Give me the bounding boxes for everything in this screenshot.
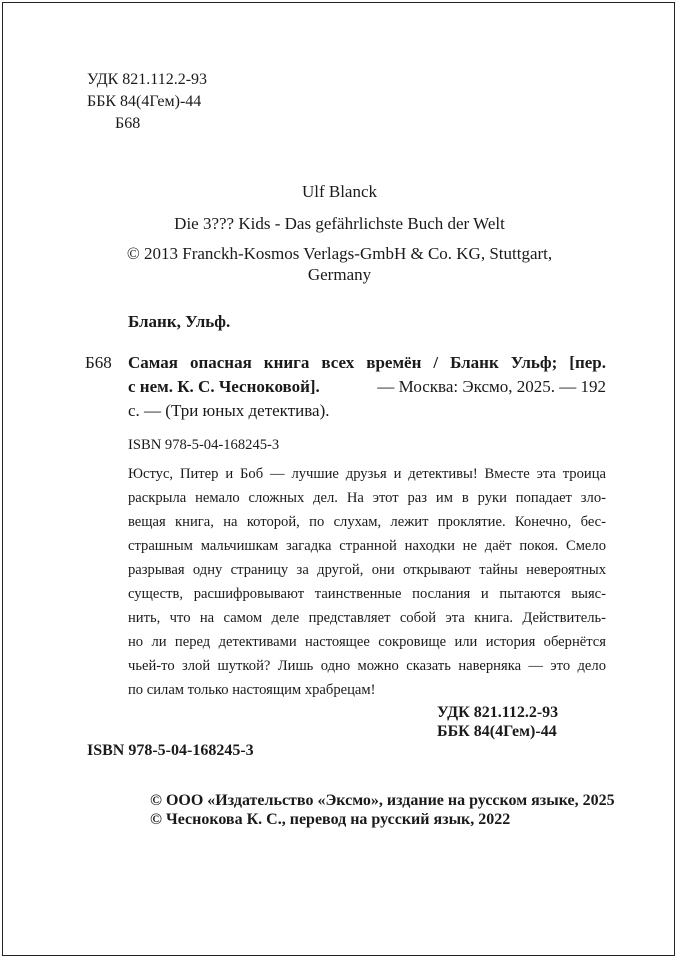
annotation-line: по силам только настоящим храбрецам! bbox=[128, 682, 376, 698]
original-author: Ulf Blanck bbox=[301, 182, 378, 201]
original-copyright-line1: © 2013 Franckh-Kosmos Verlags-GmbH & Co. KG, Stuttgart, bbox=[126, 244, 553, 263]
bbk-code-bottom: ББК 84(4Гем)-44 bbox=[437, 723, 557, 740]
annotation-line: существ, расшифровывают таинственные послания и пытаются выяс- bbox=[128, 586, 606, 602]
author-mark-top: Б68 bbox=[115, 115, 141, 132]
annotation bbox=[128, 462, 606, 702]
annotation-line: но ли перед детективами настоящее сокровище или история обернётся bbox=[128, 634, 606, 650]
original-copyright-line2: Germany bbox=[307, 265, 372, 284]
record-mark: Б68 bbox=[85, 353, 112, 372]
annotation-line: раскрыла немало сложных дел. На этот раз им в руки попадает зло- bbox=[128, 490, 606, 506]
copyright-page bbox=[2, 2, 675, 956]
record-translator-note: с нем. К. С. Чесноковой]. bbox=[128, 377, 320, 396]
annotation-line: разрывая одну страницу за другой, они открывают тайны невероятных bbox=[128, 562, 606, 578]
translator-copyright: © Чеснокова К. С., перевод на русский язык, 2022 bbox=[150, 811, 511, 828]
isbn-bottom: ISBN 978-5-04-168245-3 bbox=[87, 742, 254, 759]
annotation-line: нить, что на самом деле представляет собой эта книга. Действитель- bbox=[128, 610, 606, 626]
annotation-line: страшным мальчишкам загадка странной находки не даёт покоя. Смело bbox=[128, 538, 606, 554]
udk-code-bottom: УДК 821.112.2-93 bbox=[437, 704, 559, 721]
annotation-line: вещая книга, на которой, по слухам, лежит проклятие. Конечно, бес- bbox=[128, 514, 606, 530]
annotation-line: Юстус, Питер и Боб — лучшие друзья и детективы! Вместе эта троица bbox=[128, 466, 606, 482]
record-title-line1: Самая опасная книга всех времён / Бланк Ульф; [пер. bbox=[128, 353, 606, 372]
record-publication-info: — Москва: Эксмо, 2025. — 192 bbox=[377, 377, 606, 396]
annotation-line: чьей-то злой шуткой? Лишь одно можно сказать наверняка — это дело bbox=[128, 658, 606, 674]
record-author-heading: Бланк, Ульф. bbox=[128, 312, 231, 331]
udk-code-top: УДК 821.112.2-93 bbox=[87, 71, 208, 88]
record-title-line3: с. — (Три юных детектива). bbox=[128, 401, 330, 420]
publisher-copyright: © ООО «Издательство «Эксмо», издание на русском языке, 2025 bbox=[150, 792, 615, 809]
record-isbn: ISBN 978-5-04-168245-3 bbox=[128, 437, 280, 453]
bbk-code-top: ББК 84(4Гем)-44 bbox=[87, 93, 202, 110]
record-title-line2 bbox=[128, 377, 606, 397]
original-title: Die 3??? Kids - Das gefährlichste Buch der Welt bbox=[174, 214, 505, 233]
